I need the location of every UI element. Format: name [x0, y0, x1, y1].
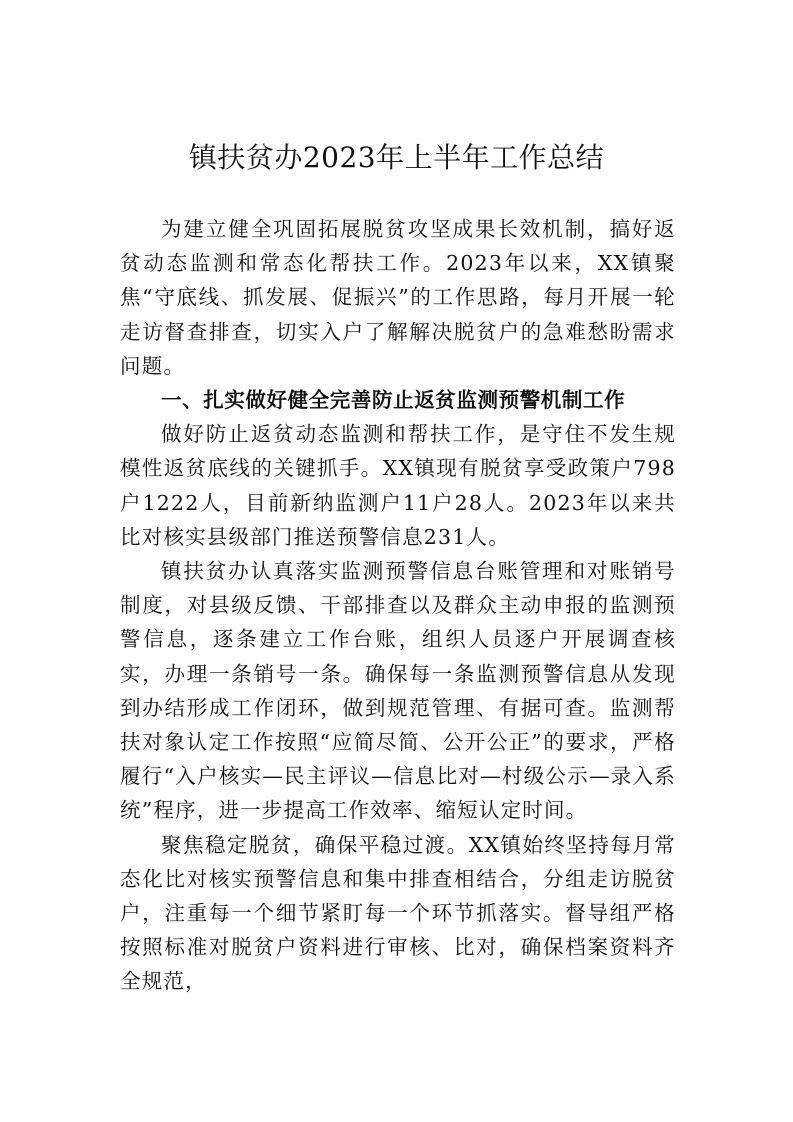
document-body — [120, 212, 676, 999]
body-paragraph: 做好防止返贫动态监测和帮扶工作，是守住不发生规模性返贫底线的关键抓手。XX镇现有脱贫享受政策户798户1222人，目前新纳监测户11户28人。2023年以来共比对核实县级部门推送预警信息231人。 — [120, 422, 676, 549]
body-paragraph: 聚焦稳定脱贫，确保平稳过渡。XX镇始终坚持每月常态化比对核实预警信息和集中排查相结合，分组走访脱贫户，注重每一个细节紧盯每一个环节抓落实。督导组严格按照标准对脱贫户资料进行审核、比对，确保档案资料齐全规范， — [120, 832, 676, 994]
section-heading: 一、扎实做好健全完善防止返贫监测预警机制工作 — [161, 388, 626, 413]
intro-paragraph: 为建立健全巩固拓展脱贫攻坚成果长效机制，搞好返贫动态监测和常态化帮扶工作。2023年以来，XX镇聚焦“守底线、抓发展、促振兴”的工作思路，每月开展一轮走访督查排查，切实入户了解解决脱贫户的急难愁盼需求问题。 — [120, 217, 676, 378]
body-paragraph: 镇扶贫办认真落实监测预警信息台账管理和对账销号制度，对县级反馈、干部排查以及群众主动申报的监测预警信息，逐条建立工作台账，组织人员逐户开展调查核实，办理一条销号一条。确保每一条监测预警信息从发现到办结形成工作闭环，做到规范管理、有据可查。监测帮扶对象认定工作按照“应简尽简、公开公正”的要求，严格履行“入户核实—民主评议—信息比对—村级公示—录入系统”程序，进一步提高工作效率、缩短认定时间。 — [120, 559, 676, 823]
document-title: 镇扶贫办2023年上半年工作总结 — [188, 141, 605, 174]
